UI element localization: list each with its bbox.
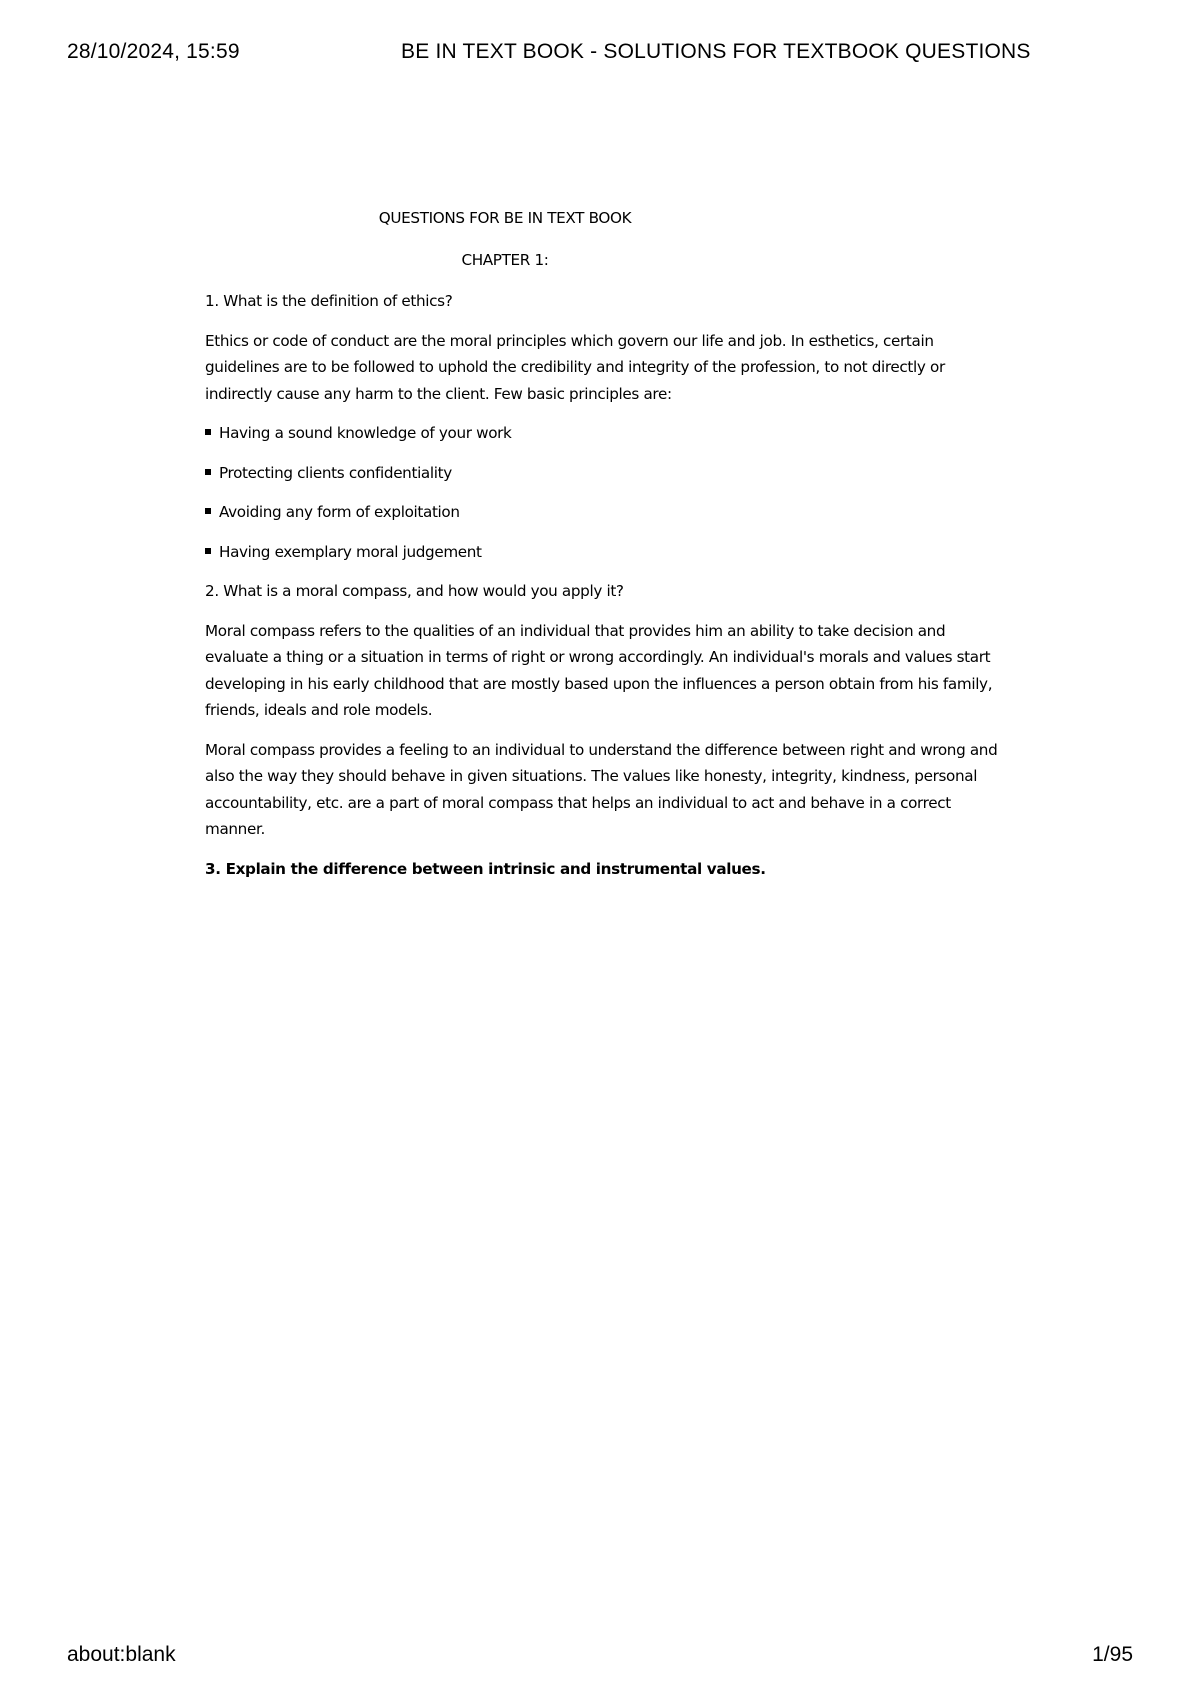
bullet-icon (205, 429, 211, 435)
print-datetime: 28/10/2024, 15:59 (67, 40, 240, 63)
document-body (205, 205, 1005, 895)
answer-2-paragraph-2: Moral compass provides a feeling to an individual to understand the difference between right and wrong and also the way they should behave in given situations. The values like honesty, integrity, kindness, personal accountability, etc. are a part of moral compass that helps an individual to act and behave in a correct manner. (205, 740, 998, 838)
document-heading: QUESTIONS FOR BE IN TEXT BOOK (378, 209, 632, 227)
answer-2-paragraph-1: Moral compass refers to the qualities of an individual that provides him an ability to take decision and evaluate a thing or a situation in terms of right or wrong accordingly. An individual's morals and values start developing in his early childhood that are mostly based upon the influences a person obtain from his family, friends, ideals and role models. (205, 621, 993, 719)
bullet-icon (205, 508, 211, 514)
question-2: 2. What is a moral compass, and how would you apply it? (205, 582, 624, 600)
question-3: 3. Explain the difference between intrinsic and instrumental values. (205, 859, 766, 878)
print-footer (67, 1643, 1133, 1673)
list-item (205, 460, 1005, 487)
principles-list (205, 420, 1005, 565)
chapter-title: CHAPTER 1: (461, 250, 549, 269)
list-item-text: Avoiding any form of exploitation (219, 503, 460, 521)
list-item (205, 499, 1005, 526)
list-item-text: Having a sound knowledge of your work (219, 424, 512, 442)
list-item-text: Having exemplary moral judgement (219, 542, 482, 561)
question-1: 1. What is the definition of ethics? (205, 292, 453, 310)
answer-1: Ethics or code of conduct are the moral principles which govern our life and job. In esthetics, certain guidelines are to be followed to uphold the credibility and integrity of the profession, to not directly or indirectly cause any harm to the client. Few basic principles are: (205, 331, 945, 403)
bullet-icon (205, 469, 211, 475)
page-indicator: 1/95 (1092, 1643, 1133, 1666)
list-item (205, 539, 1005, 566)
bullet-icon (205, 548, 211, 554)
list-item-text: Protecting clients confidentiality (219, 463, 452, 482)
page-url: about:blank (67, 1643, 176, 1666)
print-header (67, 40, 1133, 70)
list-item (205, 420, 1005, 447)
print-title: BE IN TEXT BOOK - SOLUTIONS FOR TEXTBOOK QUESTIONS (401, 40, 1031, 63)
